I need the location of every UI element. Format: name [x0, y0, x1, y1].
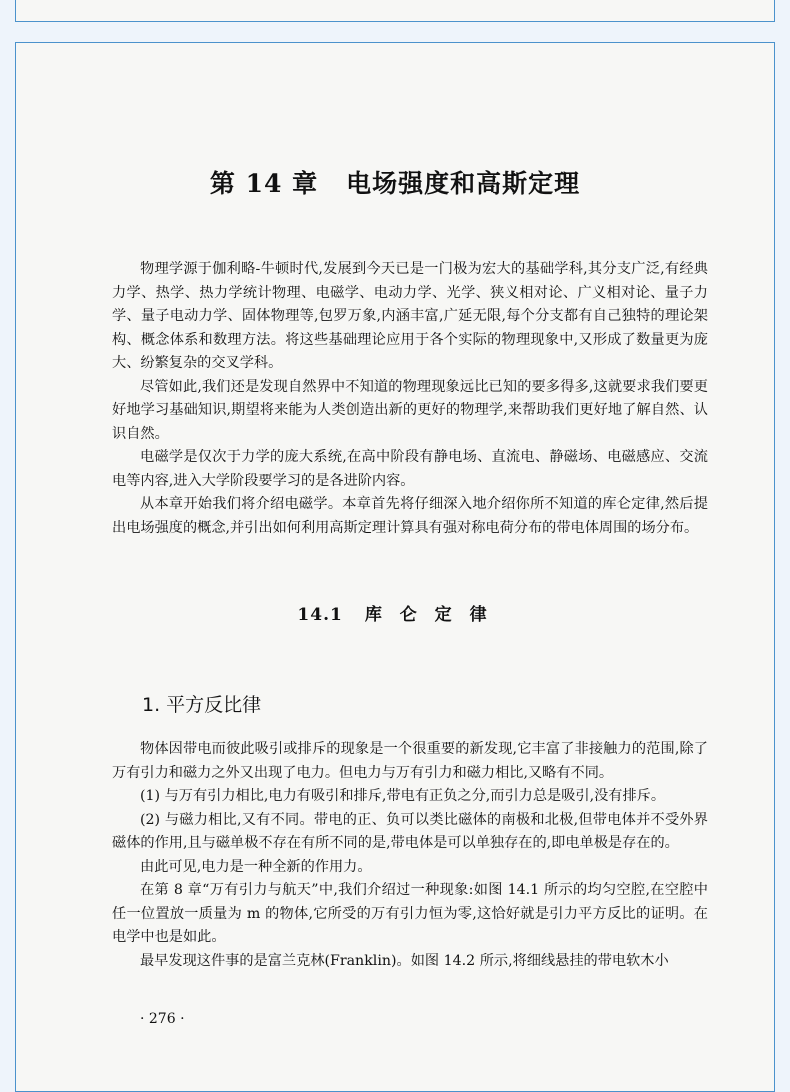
- chapter-number: 第 14 章: [209, 169, 319, 198]
- section-title: [0, 600, 790, 625]
- chapter-intro: [112, 258, 708, 540]
- chapter-name: 电场强度和高斯定理: [346, 169, 581, 198]
- section-body: [112, 738, 708, 973]
- paragraph: (2) 与磁力相比,又有不同。带电的正、负可以类比磁体的南极和北极,但带电体并不受外界磁体的作用,且与磁单极不存在有所不同的是,带电体是可以单独存在的,即电单极是存在的。: [112, 811, 708, 851]
- paragraph: 电磁学是仅次于力学的庞大系统,在高中阶段有静电场、直流电、静磁场、电磁感应、交流电等内容,进入大学阶段要学习的是各进阶内容。: [112, 449, 708, 489]
- subsection-title: 1. 平方反比律: [142, 694, 262, 716]
- paragraph: 物理学源于伽利略-牛顿时代,发展到今天已是一门极为宏大的基础学科,其分支广泛,有经典力学、热学、热力学统计物理、电磁学、电动力学、光学、狭义相对论、广义相对论、量子力学、量子电动力学、固体物理等,包罗万象,内涵丰富,广延无限,每个分支都有自己独特的理论架构、概念体系和数理方法。将这些基础理论应用于各个实际的物理现象中,又形成了数量更为庞大、纷繁复杂的交叉学科。: [112, 261, 708, 371]
- paragraph: (1) 与万有引力相比,电力有吸引和排斥,带电有正负之分,而引力总是吸引,没有排斥。: [140, 788, 666, 804]
- paragraph: 在第 8 章“万有引力与航天”中,我们介绍过一种现象:如图 14.1 所示的均匀空腔,在空腔中任一位置放一质量为 m 的物体,它所受的万有引力恒为零,这恰好就是引力平方反比的证明。在电学中也是如此。: [112, 882, 708, 945]
- paragraph: 从本章开始我们将介绍电磁学。本章首先将仔细深入地介绍你所不知道的库仑定律,然后提出电场强度的概念,并引出如何利用高斯定理计算具有强对称电荷分布的带电体周围的场分布。: [112, 496, 708, 536]
- paragraph: 尽管如此,我们还是发现自然界中不知道的物理现象远比已知的要多得多,这就要求我们要更好地学习基础知识,期望将来能为人类创造出新的更好的物理学,来帮助我们更好地了解自然、认识自然。: [112, 378, 708, 442]
- paragraph: 由此可见,电力是一种全新的作用力。: [140, 858, 372, 875]
- section-number: 14.1: [297, 605, 343, 625]
- chapter-title: [0, 164, 790, 200]
- previous-page-card: [15, 0, 775, 22]
- paragraph: 最早发现这件事的是富兰克林(Franklin)。如图 14.2 所示,将细线悬挂的带电软木小: [140, 952, 669, 969]
- page-number: · 276 ·: [140, 1011, 185, 1027]
- paragraph: 物体因带电而彼此吸引或排斥的现象是一个很重要的新发现,它丰富了非接触力的范围,除了万有引力和磁力之外又出现了电力。但电力与万有引力和磁力相比,又略有不同。: [112, 741, 708, 781]
- section-name: 库 仑 定 律: [364, 605, 493, 625]
